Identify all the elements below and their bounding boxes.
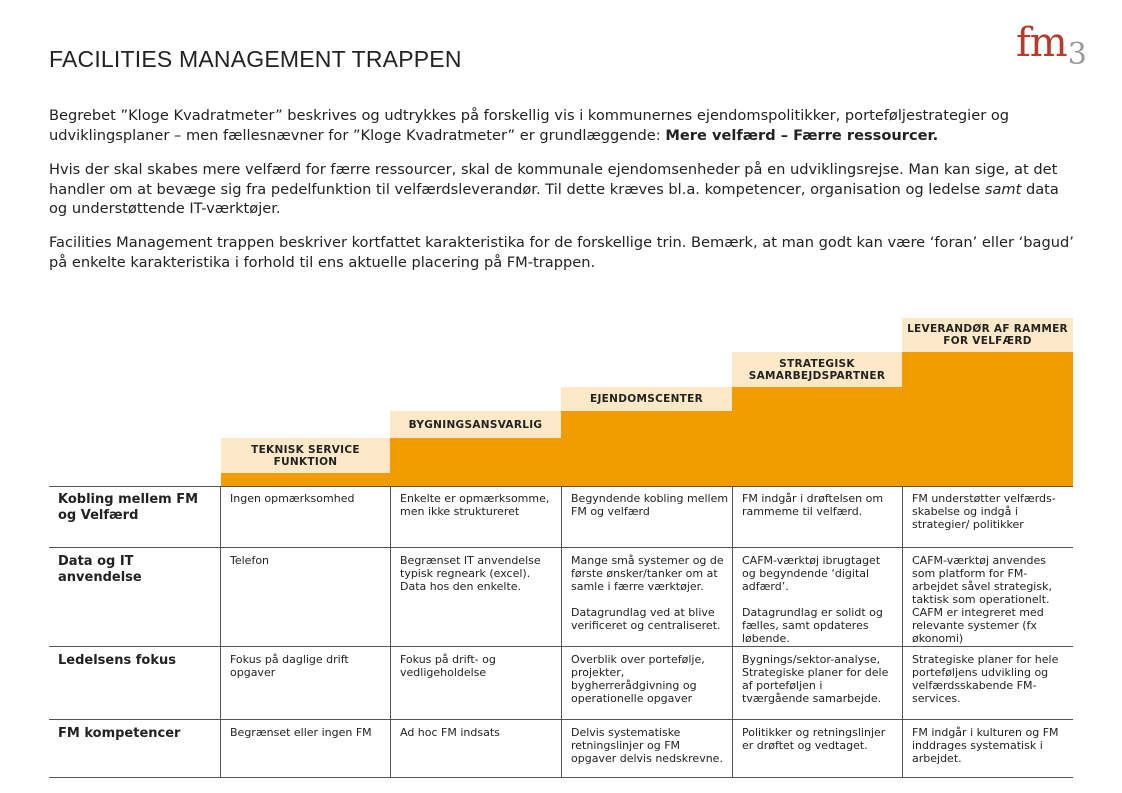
table-cell: Ad hoc FM indsats bbox=[400, 726, 500, 739]
table-col-divider-4 bbox=[732, 486, 733, 778]
table-cell: Enkelte er opmærksomme, men ikke struktureret bbox=[400, 492, 550, 518]
table-cell: Begrænset eller ingen FM bbox=[230, 726, 372, 739]
step-bar-4 bbox=[732, 387, 902, 487]
step-label-leverandoer-af-rammer: LEVERANDØR AF RAMMER FOR VELFÆRD bbox=[902, 318, 1073, 352]
table-cell: Overblik over portefølje, projekter, bygherrerådgivning og operationelle opgaver bbox=[571, 653, 705, 705]
step-bar-5 bbox=[902, 352, 1073, 487]
row-header-kobling: Kobling mellem FM og Velfærd bbox=[58, 492, 199, 523]
table-col-divider-1 bbox=[220, 486, 221, 778]
step-label-bygningsansvarlig: BYGNINGSANSVARLIG bbox=[390, 411, 561, 438]
row-header-data-og-it: Data og IT anvendelse bbox=[58, 554, 142, 585]
table-cell: Begrænset IT anvendelse typisk regneark (excel). Data hos den enkelte. bbox=[400, 554, 541, 593]
table-cell: CAFM-værktøj ibrugtaget og begyndende ‘digital adfærd’. Datagrundlag er solidt og fælles, samt opdateres løbende. bbox=[742, 554, 883, 645]
table-cell: Bygnings/sektor-analyse, Strategiske planer for dele af porteføljen i tværgående samarbejde. bbox=[742, 653, 889, 705]
page-title: FACILITIES MANAGEMENT TRAPPEN bbox=[49, 46, 462, 72]
row-header-fm-kompetencer: FM kompetencer bbox=[58, 726, 181, 741]
step-bar-3 bbox=[561, 411, 732, 487]
table-cell: Ingen opmærksomhed bbox=[230, 492, 355, 505]
table-cell: Fokus på drift- og vedligeholdelse bbox=[400, 653, 496, 679]
table-cell: Begyndende kobling mellem FM og velfærd bbox=[571, 492, 729, 518]
intro-paragraph-3: Facilities Management trappen beskriver kortfattet karakteristika for de forskellige trin. Bemærk, at man godt kan være ‘foran’ eller ‘bagud’ på enkelte karakteristika i forhold til ens aktuelle placering på FM-trappen. bbox=[49, 234, 1074, 271]
table-cell: Mange små systemer og de første ønsker/tanker om at samle i færre værktøjer. Datagrundlag ved at blive verificeret og centraliseret. bbox=[571, 554, 724, 632]
table-cell: Telefon bbox=[230, 554, 270, 567]
step-label-teknisk-service: TEKNISK SERVICE FUNKTION bbox=[221, 438, 390, 473]
step-label-ejendomscenter: EJENDOMSCENTER bbox=[561, 387, 732, 411]
table-cell: CAFM-værktøj anvendes som platform for FM-arbejdet såvel strategisk, taktisk som operationelt. CAFM er integreret med relevante systemer (fx økonomi) bbox=[912, 554, 1052, 645]
table-col-divider-5 bbox=[902, 486, 903, 778]
table-cell: Delvis systematiske retningslinjer og FM opgaver delvis nedskrevne. bbox=[571, 726, 723, 765]
intro-paragraph-1: Begrebet ”Kloge Kvadratmeter” beskrives og udtrykkes på forskellig vis i kommunernes ejendomspolitikker, porteføljestrategier og udviklingsplaner – men fællesnævner for ”Kloge Kvadratmeter” er grundlæggende: Mere velfærd – Færre ressourcer. bbox=[49, 107, 1010, 144]
step-label-strategisk-samarbejdspartner: STRATEGISK SAMARBEJDSPARTNER bbox=[732, 352, 902, 387]
table-col-divider-2 bbox=[390, 486, 391, 778]
table-cell: FM indgår i drøftelsen om rammeme til velfærd. bbox=[742, 492, 884, 518]
table-cell: Politikker og retningslinjer er drøftet og vedtaget. bbox=[742, 726, 886, 752]
table-cell: FM indgår i kulturen og FM inddrages systematisk i arbejdet. bbox=[912, 726, 1059, 765]
row-header-ledelsens-fokus: Ledelsens fokus bbox=[58, 653, 176, 668]
table-col-divider-3 bbox=[561, 486, 562, 778]
intro-emphasis: Mere velfærd – Færre ressourcer. bbox=[665, 126, 939, 144]
step-bar-1 bbox=[221, 473, 390, 487]
intro-paragraph-2: Hvis der skal skabes mere velfærd for færre ressourcer, skal de kommunale ejendomsenheder på en udviklingsrejse. Man kan sige, at det handler om at bevæge sig fra pedelfunktion til velfærdsleverandør. Til dette kræves bl.a. kompetencer, organisation og ledelse samt data og understøttende IT-værktøjer. bbox=[49, 161, 1059, 217]
table-cell: Fokus på daglige drift opgaver bbox=[230, 653, 349, 679]
fm3-logo: $fm_3$ bbox=[1016, 20, 1086, 72]
table-cell: FM understøtter velfærds-skabelse og indgå i strategier/ politikker bbox=[912, 492, 1056, 531]
step-bar-2 bbox=[390, 438, 561, 487]
table-cell: Strategiske planer for hele porteføljens udvikling og velfærdsskabende FM-services. bbox=[912, 653, 1059, 705]
